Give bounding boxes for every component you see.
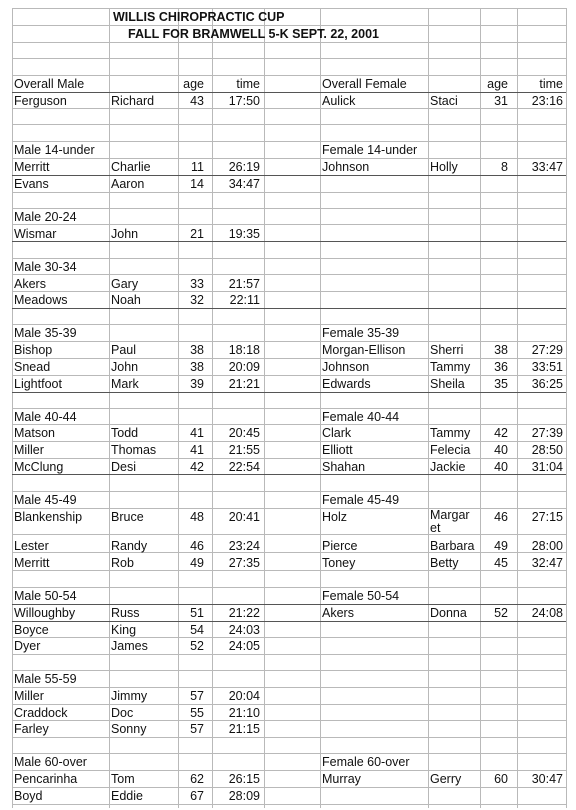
runner-time: 21:55 — [228, 443, 260, 457]
male-section-header: Male 55-59 — [14, 672, 77, 686]
runner-age: 52 — [190, 639, 204, 653]
runner-time: 20:41 — [228, 510, 260, 524]
runner-first-name: Bruce — [111, 510, 144, 524]
runner-first-name: Richard — [111, 94, 155, 108]
runner-time: 27:39 — [531, 426, 563, 440]
runner-age: 67 — [190, 789, 204, 803]
runner-time: 21:10 — [228, 706, 260, 720]
runner-first-name: Felecia — [430, 443, 471, 457]
runner-first-name: Betty — [430, 556, 459, 570]
male-section-header: Male 35-39 — [14, 326, 77, 340]
runner-first-name: Charlie — [111, 160, 151, 174]
runner-time: 33:47 — [531, 160, 563, 174]
female-section-header: Female 60-over — [322, 755, 410, 769]
runner-last-name: Bishop — [14, 343, 53, 357]
runner-time: 28:50 — [531, 443, 563, 457]
runner-time: 23:16 — [531, 94, 563, 108]
runner-first-name: Sonny — [111, 722, 147, 736]
runner-age: 38 — [494, 343, 508, 357]
runner-last-name: Meadows — [14, 293, 68, 307]
runner-first-name: Doc — [111, 706, 134, 720]
runner-age: 49 — [190, 556, 204, 570]
runner-first-name: Jackie — [430, 460, 466, 474]
female-age-header: age — [487, 77, 508, 91]
runner-last-name: Pencarinha — [14, 772, 78, 786]
runner-first-name: John — [111, 227, 139, 241]
sheet-title: WILLIS CHIROPRACTIC CUP — [113, 10, 285, 24]
runner-first-name: Sherri — [430, 343, 464, 357]
runner-last-name: Johnson — [322, 360, 370, 374]
runner-last-name: Edwards — [322, 377, 371, 391]
male-section-header: Male 20-24 — [14, 210, 77, 224]
runner-last-name: Shahan — [322, 460, 366, 474]
runner-last-name: Miller — [14, 443, 44, 457]
runner-last-name: Snead — [14, 360, 51, 374]
runner-age: 36 — [494, 360, 508, 374]
runner-age: 21 — [190, 227, 204, 241]
runner-first-name: Mark — [111, 377, 139, 391]
runner-last-name: Aulick — [322, 94, 356, 108]
runner-time: 34:47 — [228, 177, 260, 191]
runner-age: 48 — [190, 510, 204, 524]
runner-age: 38 — [190, 343, 204, 357]
runner-age: 38 — [190, 360, 204, 374]
runner-first-name: Tom — [111, 772, 135, 786]
male-time-header: time — [236, 77, 260, 91]
runner-last-name: Murray — [322, 772, 361, 786]
runner-last-name: Merritt — [14, 160, 50, 174]
runner-first-name: Todd — [111, 426, 139, 440]
runner-first-name: Tammy — [430, 426, 471, 440]
runner-time: 27:29 — [531, 343, 563, 357]
runner-time: 32:47 — [531, 556, 563, 570]
runner-time: 21:15 — [228, 722, 260, 736]
runner-first-name: Eddie — [111, 789, 143, 803]
female-section-header: Female 35-39 — [322, 326, 400, 340]
runner-time: 20:45 — [228, 426, 260, 440]
runner-age: 42 — [190, 460, 204, 474]
runner-time: 23:24 — [228, 539, 260, 553]
runner-last-name: Craddock — [14, 706, 68, 720]
runner-last-name: Wismar — [14, 227, 57, 241]
runner-last-name: McClung — [14, 460, 64, 474]
runner-first-name: John — [111, 360, 139, 374]
runner-age: 31 — [494, 94, 508, 108]
male-section-header: Male 14-under — [14, 143, 95, 157]
male-section-header: Male 30-34 — [14, 260, 77, 274]
runner-first-name: Paul — [111, 343, 137, 357]
runner-last-name: Miller — [14, 689, 44, 703]
runner-first-name: Sheila — [430, 377, 465, 391]
runner-age: 57 — [190, 689, 204, 703]
runner-age: 45 — [494, 556, 508, 570]
runner-last-name: Lester — [14, 539, 49, 553]
runner-first-name: Jimmy — [111, 689, 148, 703]
sheet-subtitle: FALL FOR BRAMWELL 5-K SEPT. 22, 2001 — [128, 27, 379, 41]
runner-last-name: Pierce — [322, 539, 358, 553]
runner-last-name: Boyd — [14, 789, 43, 803]
runner-age: 60 — [494, 772, 508, 786]
runner-time: 19:35 — [228, 227, 260, 241]
runner-age: 51 — [190, 606, 204, 620]
runner-last-name: Willoughby — [14, 606, 76, 620]
male-section-header: Male 60-over — [14, 755, 87, 769]
runner-last-name: Johnson — [322, 160, 370, 174]
runner-first-name: Desi — [111, 460, 137, 474]
runner-time: 20:04 — [228, 689, 260, 703]
runner-first-name: Aaron — [111, 177, 145, 191]
runner-time: 30:47 — [531, 772, 563, 786]
runner-first-name: King — [111, 623, 137, 637]
female-section-header: Female 40-44 — [322, 410, 400, 424]
runner-first-name: Staci — [430, 94, 458, 108]
male-age-header: age — [183, 77, 204, 91]
runner-last-name: Akers — [14, 277, 46, 291]
runner-time: 26:19 — [228, 160, 260, 174]
runner-first-name: Thomas — [111, 443, 157, 457]
runner-time: 26:15 — [228, 772, 260, 786]
runner-last-name: Clark — [322, 426, 352, 440]
runner-time: 28:00 — [531, 539, 563, 553]
runner-time: 20:09 — [228, 360, 260, 374]
runner-time: 24:03 — [228, 623, 260, 637]
runner-time: 18:18 — [228, 343, 260, 357]
runner-time: 24:08 — [531, 606, 563, 620]
runner-time: 24:05 — [228, 639, 260, 653]
runner-last-name: Morgan-Ellison — [322, 343, 406, 357]
runner-first-name: Holly — [430, 160, 458, 174]
runner-age: 42 — [494, 426, 508, 440]
runner-age: 32 — [190, 293, 204, 307]
runner-age: 41 — [190, 426, 204, 440]
runner-first-name: Gary — [111, 277, 139, 291]
runner-time: 27:35 — [228, 556, 260, 570]
runner-time: 27:15 — [531, 510, 563, 524]
runner-first-name: Margaret — [430, 508, 470, 535]
runner-age: 54 — [190, 623, 204, 637]
runner-age: 40 — [494, 460, 508, 474]
runner-time: 17:50 — [228, 94, 260, 108]
runner-last-name: Merritt — [14, 556, 50, 570]
runner-time: 21:22 — [228, 606, 260, 620]
runner-time: 31:04 — [531, 460, 563, 474]
runner-time: 28:09 — [228, 789, 260, 803]
female-section-header: Overall Female — [322, 77, 407, 91]
female-time-header: time — [539, 77, 563, 91]
male-section-header: Male 50-54 — [14, 589, 77, 603]
runner-age: 52 — [494, 606, 508, 620]
runner-first-name: Gerry — [430, 772, 462, 786]
runner-last-name: Toney — [322, 556, 356, 570]
runner-age: 39 — [190, 377, 204, 391]
runner-first-name: Noah — [111, 293, 141, 307]
runner-age: 14 — [190, 177, 204, 191]
runner-first-name: Donna — [430, 606, 467, 620]
runner-last-name: Boyce — [14, 623, 49, 637]
male-section-header: Male 40-44 — [14, 410, 77, 424]
runner-time: 22:11 — [229, 293, 260, 307]
runner-age: 11 — [191, 160, 204, 174]
runner-age: 49 — [494, 539, 508, 553]
runner-age: 40 — [494, 443, 508, 457]
runner-last-name: Ferguson — [14, 94, 67, 108]
runner-age: 43 — [190, 94, 204, 108]
runner-time: 21:21 — [228, 377, 260, 391]
runner-age: 33 — [190, 277, 204, 291]
runner-last-name: Farley — [14, 722, 49, 736]
runner-first-name: Barbara — [430, 539, 475, 553]
runner-first-name: Rob — [111, 556, 134, 570]
runner-age: 46 — [190, 539, 204, 553]
female-section-header: Female 45-49 — [322, 493, 400, 507]
runner-age: 55 — [190, 706, 204, 720]
runner-last-name: Akers — [322, 606, 354, 620]
female-section-header: Female 50-54 — [322, 589, 400, 603]
runner-age: 8 — [501, 160, 508, 174]
runner-age: 46 — [494, 510, 508, 524]
runner-age: 35 — [494, 377, 508, 391]
runner-age: 41 — [190, 443, 204, 457]
runner-time: 36:25 — [531, 377, 563, 391]
runner-last-name: Holz — [322, 510, 348, 524]
runner-last-name: Lightfoot — [14, 377, 62, 391]
female-section-header: Female 14-under — [322, 143, 418, 157]
male-section-header: Male 45-49 — [14, 493, 77, 507]
runner-age: 62 — [190, 772, 204, 786]
runner-first-name: James — [111, 639, 148, 653]
runner-last-name: Dyer — [14, 639, 41, 653]
runner-first-name: Russ — [111, 606, 140, 620]
runner-time: 21:57 — [228, 277, 260, 291]
runner-time: 33:51 — [531, 360, 563, 374]
runner-time: 22:54 — [228, 460, 260, 474]
runner-last-name: Blankenship — [14, 510, 83, 524]
male-section-header: Overall Male — [14, 77, 85, 91]
runner-last-name: Evans — [14, 177, 49, 191]
runner-first-name: Randy — [111, 539, 148, 553]
runner-age: 57 — [190, 722, 204, 736]
runner-last-name: Elliott — [322, 443, 353, 457]
runner-first-name: Tammy — [430, 360, 471, 374]
runner-last-name: Matson — [14, 426, 55, 440]
